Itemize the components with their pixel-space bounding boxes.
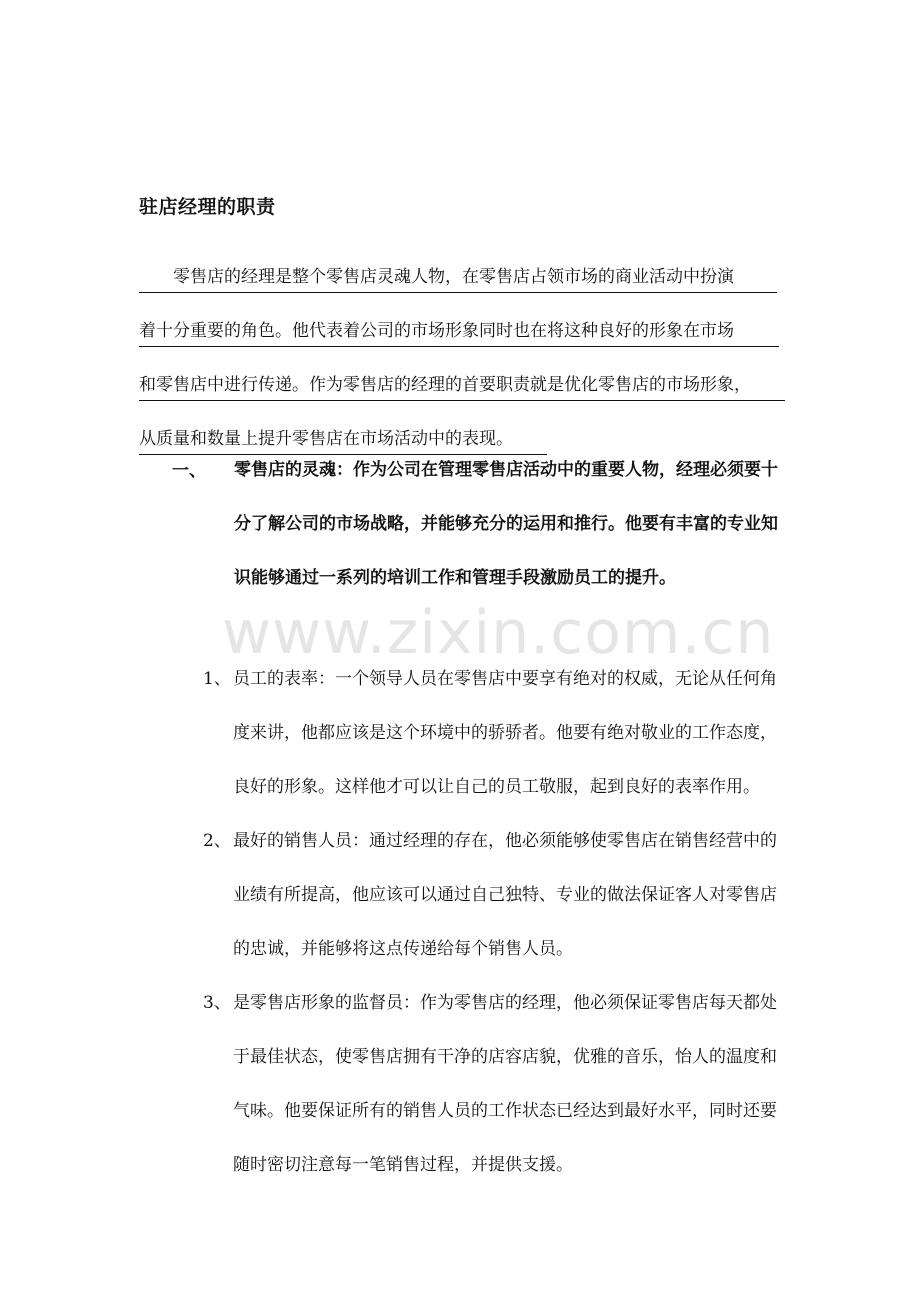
- duty-list: [203, 652, 788, 1192]
- item-text: 最好的销售人员：通过经理的存在，他必须能够使零售店在销售经营中的业绩有所提高，他应该可以通过自己独特、专业的做法保证客人对零售店的忠诚，并能够将这点传递给每个销售人员。: [233, 831, 777, 959]
- intro-line: 着十分重要的角色。他代表着公司的市场形象同时也在将这种良好的形象在市场: [139, 316, 784, 370]
- list-item: [203, 814, 788, 976]
- intro-line: 和零售店中进行传递。作为零售店的经理的首要职责就是优化零售店的市场形象，: [139, 370, 784, 424]
- document-title: 驻店经理的职责: [139, 196, 276, 218]
- section-number: 一、: [172, 461, 206, 481]
- section-text: 零售店的灵魂：作为公司在管理零售店活动中的重要人物，经理必须要十分了解公司的市场战略，并能够充分的运用和推行。他要有丰富的专业知识能够通过一系列的培训工作和管理手段激励员工的提升。: [234, 460, 778, 588]
- list-item: [203, 652, 788, 814]
- item-text: 员工的表率：一个领导人员在零售店中要享有绝对的权威，无论从任何角度来讲，他都应该是这个环境中的骄骄者。他要有绝对敬业的工作态度，良好的形象。这样他才可以让自己的员工敬服，起到良好的表率作用。: [233, 669, 777, 797]
- watermark: www.zixin.com.cn: [222, 598, 775, 668]
- item-number: 3、: [203, 993, 231, 1013]
- intro-line: 从质量和数量上提升零售店在市场活动中的表现。: [139, 424, 784, 478]
- item-number: 1、: [203, 669, 231, 689]
- list-item: [203, 976, 788, 1192]
- intro-line: 零售店的经理是整个零售店灵魂人物，在零售店占领市场的商业活动中扮演: [139, 262, 784, 316]
- item-text: 是零售店形象的监督员：作为零售店的经理，他必须保证零售店每天都处于最佳状态，使零售店拥有干净的店容店貌，优雅的音乐，怡人的温度和气味。他要保证所有的销售人员的工作状态已经达到最好水平，同时还要随时密切注意每一笔销售过程，并提供支援。: [233, 993, 777, 1175]
- item-number: 2、: [203, 831, 231, 851]
